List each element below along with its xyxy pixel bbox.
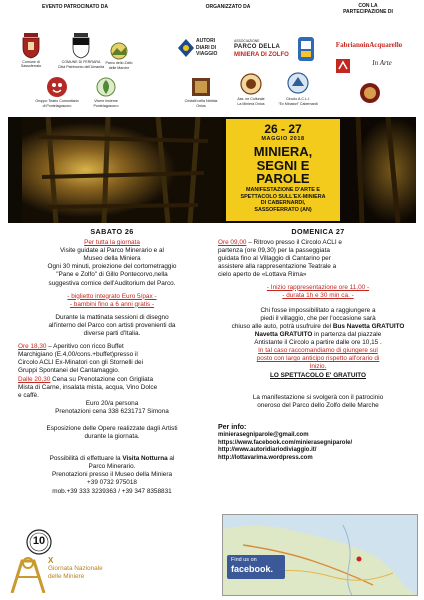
visite-text: Visite guidate al Parco Minerario e al Museo della Miniera Ogni 30 minuti, proiezione del cortometraggio "Pane e Zolfo" di Gillo Pontecorvo,nella suggestiva cornice dell'Auditorium del Parco. [47,247,177,287]
sessioni-text: Durante la mattinata sessioni di disegno all'interno del Parco con artisti provenienti da diverse parti d'Italia. [48,313,176,338]
info-links [218,432,418,463]
giornata-badge: 10 [26,529,52,555]
organizzato-label: ORGANIZZATO DA [205,4,251,10]
logo-autori-diari: AUTORI DIARI DI VIAGGIO [178,38,230,58]
logo-comune-ferrara: COMUNE DI FERRARA Città Patrimonio dell'Umanità [56,33,106,69]
biglietto-text: - biglietto integrato Euro 5/pax - [67,292,157,300]
logo-cristalli-nebbia: Cristalli nella Nebbia Onlus [176,76,226,108]
aperitivo-text: Ore 18,30 – Aperitivo con ricco Buffet Marchigiano (E.4,00/cons.+buffet)presso il Circolo ACLI Ex-Minatori con gli Stornelli dei Gruppi Spontanei del Cantamaggio. [18,343,144,375]
logo-round-seal [358,80,382,106]
mine-tunnel-photo [8,117,416,223]
logo-parco-zolfo: Parco dello Zolfo delle Marche [102,42,136,70]
per-tutta-giornata: Per tutta la giornata [84,239,140,247]
info-autori-link[interactable]: http://www.autoridiariodiviaggio.it/ [218,447,317,454]
durata-text: - durata 1h e 30 min ca. - [282,291,354,299]
event-dates: 26 - 27 [264,122,302,136]
logo-vivere-insieme: Vivere insieme Pontelagoscuro [86,76,126,108]
bambini-text: - bambini fino a 6 anni gratis - [69,300,155,308]
coat-of-arms-icon [22,33,40,59]
park-logo-icon [109,42,129,60]
patrocinio-oneroso: La manifestazione si svolgerà con il patrocinio oneroso del Parco dello Zolfo delle Marche [252,393,384,409]
event-month-year: MAGGIO 2018 [261,136,305,142]
theatre-masks-icon [47,76,67,98]
logo-la-miniera: Ass. ne Culturale La Miniera Onlus [226,72,276,106]
location-map[interactable] [222,514,418,596]
prenotazioni-cena: Prenotazioni cena 338 6231717 Simona [55,407,169,415]
blue-badge-icon [297,36,315,62]
seal-logo-icon [240,72,262,96]
partecipazione-label: CON LA PARTECIPAZIONE DI [343,3,393,15]
visita-notturna-text: Possibilità di effettuare la Visita Notturna al Parco Minerario. Prenotazioni presso il Museo della Miniera +39 0732 975018 mob.+39 333 3239363 / +39 347 8358831 [49,455,175,495]
logo-inarte: In Arte [372,59,392,67]
inizio-text: - Inizio rappresentazione ore 11,00 - [266,283,370,291]
info-facebook-link[interactable]: https://www.facebook.com/minierasegniparole/ [218,439,353,446]
logo-red-mark [334,58,352,74]
esposizione-text: Esposizione delle Opere realizzate dagli Artisti durante la giornata. [46,424,178,441]
autori-logo-icon [178,39,194,57]
logo-circolo-acli: Circolo A.C.L.I. "Ex Minatori" Cabernardi [272,70,324,106]
logo-fabriano-acquarello: FabrianoinAcquarello [335,41,403,49]
info-label: Per info: [218,423,247,431]
facebook-badge[interactable]: Find us on facebook. [227,555,285,579]
mine-tower-logo [8,555,48,593]
cena-text: Dalle 20,30 Cena su Prenotazione con Grigliata Mista di Carne, insalata mista, acqua, Vino Dolce e caffè. [18,375,158,399]
info-lottavarima-link[interactable]: http://lottavarima.wordpress.com [218,455,313,462]
giornata-nazionale-text: X Giornata Nazionale delle Miniere [48,556,103,580]
event-banner [8,117,416,223]
red-mark-icon [335,58,351,74]
sabato-title: SABATO 26 [90,227,134,236]
mine-tower-icon [8,555,48,593]
sabato-column [14,228,210,496]
acli-logo-icon [287,70,309,96]
leaf-logo-icon [96,76,116,98]
euro-text: Euro 20/a persona [85,399,139,407]
logo-blue-badge [294,36,318,62]
ritrovo-text: Ore 09,00 – Ritrovo presso il Circolo ACLI e partenza (ore 09,30) per la passeggiata guidata fino al Villaggio di Cantarino per assistere alla rappresentazione Teatrale a cielo aperto de «Lottava Rima» [218,239,342,279]
impossibilitati-text: Chi fosse impossibilitato a raggiungere a piedi il villaggio, che per l'occasione sarà chiuso alle auto, potrà usufruire del Bus Navetta GRATUITO Navetta GRATUITO in partenza dal piazzale Antistante il Circolo a partire dalle ore 10,15 . [231,306,405,347]
domenica-column [218,228,418,463]
logo-gruppo-teatro: Gruppo Teatro Comunitario di Pontelagoscuro [32,76,82,108]
event-subtitle: MANIFESTAZIONE D'ARTE E SPETTACOLO SULL'EX-MINIERA DI CABERNARDI, SASSOFERRATO (AN) [240,187,326,213]
round-seal-icon [359,80,381,106]
logo-comune-sassoferrato: Comune di Sassoferrato [14,33,48,68]
spettacolo-gratuito: LO SPETTACOLO E' GRATUITO [270,371,366,379]
crystal-logo-icon [192,76,210,98]
coat-of-arms-icon [72,33,90,59]
domenica-title: DOMENICA 27 [291,227,345,236]
logo-parco-miniera: ASSOCIAZIONE PARCO DELLA MINIERA DI ZOLFO [234,39,289,58]
event-title: MINIERA, SEGNI E PAROLE [253,144,313,186]
raccomandiamo-text: In tal caso raccomandiamo di giungere sul posto con largo anticipo rispetto all'orario di Inizio. [256,347,380,371]
patrocinio-label: EVENTO PATROCINATO DA [42,4,108,10]
info-email[interactable]: minierasegniparole@gmail.com [218,431,309,438]
